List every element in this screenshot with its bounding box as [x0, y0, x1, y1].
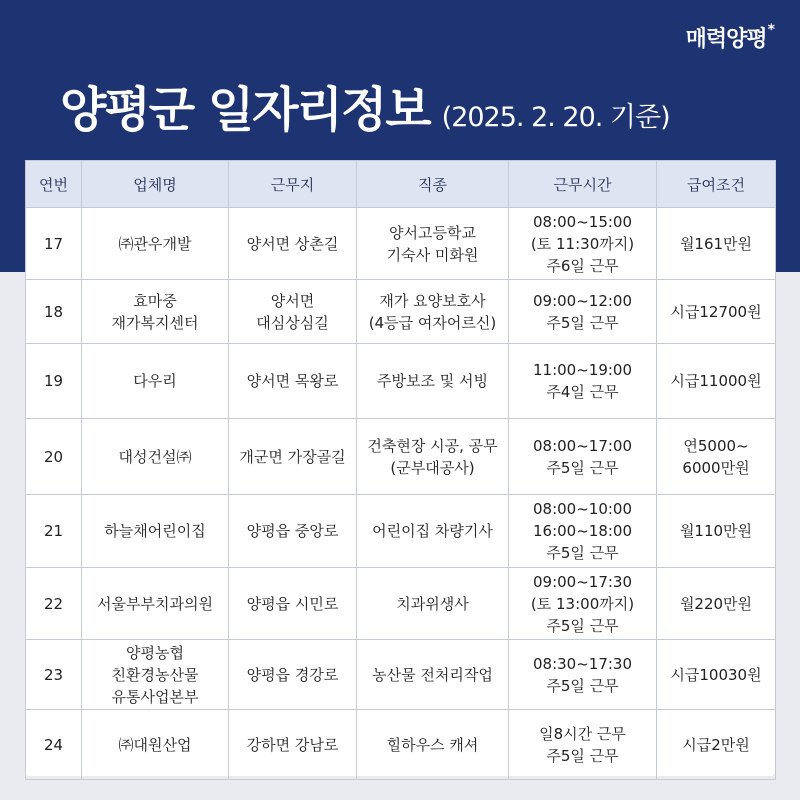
table-row — [26, 344, 776, 419]
table-row — [26, 710, 776, 780]
table-row — [26, 419, 776, 495]
job-table-container — [25, 160, 775, 776]
logo-star: * — [767, 22, 774, 38]
cell-location: 양평읍 경강로 — [229, 640, 357, 710]
header-cell-no: 연번 — [26, 161, 82, 208]
cell-location: 양평읍 시민로 — [229, 568, 357, 640]
header-cell-salary: 급여조건 — [657, 161, 776, 208]
title-row — [60, 82, 760, 138]
header-cell-company: 업체명 — [82, 161, 229, 208]
cell-job: 치과위생사 — [357, 568, 509, 640]
header-cell-hours: 근무시간 — [509, 161, 657, 208]
header-cell-location: 근무지 — [229, 161, 357, 208]
table-row — [26, 640, 776, 710]
cell-no: 18 — [26, 280, 82, 344]
cell-no: 20 — [26, 419, 82, 495]
cell-salary: 월110만원 — [657, 495, 776, 568]
job-table — [25, 160, 776, 780]
table-row — [26, 568, 776, 640]
cell-job: 양서고등학교 기숙사 미화원 — [357, 208, 509, 280]
cell-location: 양서면 상촌길 — [229, 208, 357, 280]
cell-hours: 09:00~17:30 (토 13:00까지) 주5일 근무 — [509, 568, 657, 640]
cell-job: 건축현장 시공, 공무 (군부대공사) — [357, 419, 509, 495]
cell-job: 어린이집 차량기사 — [357, 495, 509, 568]
reference-date: (2025. 2. 20. 기준) — [441, 102, 670, 133]
cell-company: 양평농협 친환경농산물 유통사업본부 — [82, 640, 229, 710]
cell-no: 21 — [26, 495, 82, 568]
header-cell-job: 직종 — [357, 161, 509, 208]
cell-company: 효마중 재가복지센터 — [82, 280, 229, 344]
page-title: 양평군 일자리정보 — [60, 82, 430, 138]
cell-company: ㈜대원산업 — [82, 710, 229, 780]
cell-company: ㈜관우개발 — [82, 208, 229, 280]
cell-location: 강하면 강남로 — [229, 710, 357, 780]
cell-company: 하늘채어린이집 — [82, 495, 229, 568]
cell-hours: 11:00~19:00 주4일 근무 — [509, 344, 657, 419]
cell-salary: 시급10030원 — [657, 640, 776, 710]
cell-hours: 08:30~17:30 주5일 근무 — [509, 640, 657, 710]
logo-text: 매력양평 — [685, 27, 767, 52]
cell-no: 22 — [26, 568, 82, 640]
cell-hours: 08:00~10:00 16:00~18:00 주5일 근무 — [509, 495, 657, 568]
cell-no: 17 — [26, 208, 82, 280]
brand-logo — [686, 22, 774, 53]
cell-salary: 연5000~ 6000만원 — [657, 419, 776, 495]
cell-location: 개군면 가장골길 — [229, 419, 357, 495]
cell-hours: 08:00~17:00 주5일 근무 — [509, 419, 657, 495]
table-row — [26, 280, 776, 344]
table-header-row — [26, 161, 776, 208]
cell-location: 양서면 목왕로 — [229, 344, 357, 419]
cell-job: 힐하우스 캐셔 — [357, 710, 509, 780]
cell-no: 23 — [26, 640, 82, 710]
cell-hours: 09:00~12:00 주5일 근무 — [509, 280, 657, 344]
cell-job: 주방보조 및 서빙 — [357, 344, 509, 419]
table-row — [26, 208, 776, 280]
cell-salary: 월161만원 — [657, 208, 776, 280]
cell-location: 양평읍 중앙로 — [229, 495, 357, 568]
cell-no: 19 — [26, 344, 82, 419]
cell-salary: 시급12700원 — [657, 280, 776, 344]
cell-salary: 시급2만원 — [657, 710, 776, 780]
cell-company: 서울부부치과의원 — [82, 568, 229, 640]
cell-hours: 08:00~15:00 (토 11:30까지) 주6일 근무 — [509, 208, 657, 280]
cell-salary: 시급11000원 — [657, 344, 776, 419]
cell-company: 대성건설㈜ — [82, 419, 229, 495]
cell-no: 24 — [26, 710, 82, 780]
cell-hours: 일8시간 근무 주5일 근무 — [509, 710, 657, 780]
table-row — [26, 495, 776, 568]
cell-job: 농산물 전처리작업 — [357, 640, 509, 710]
cell-location: 양서면 대심상심길 — [229, 280, 357, 344]
cell-salary: 월220만원 — [657, 568, 776, 640]
cell-company: 다우리 — [82, 344, 229, 419]
cell-job: 재가 요양보호사 (4등급 여자어르신) — [357, 280, 509, 344]
